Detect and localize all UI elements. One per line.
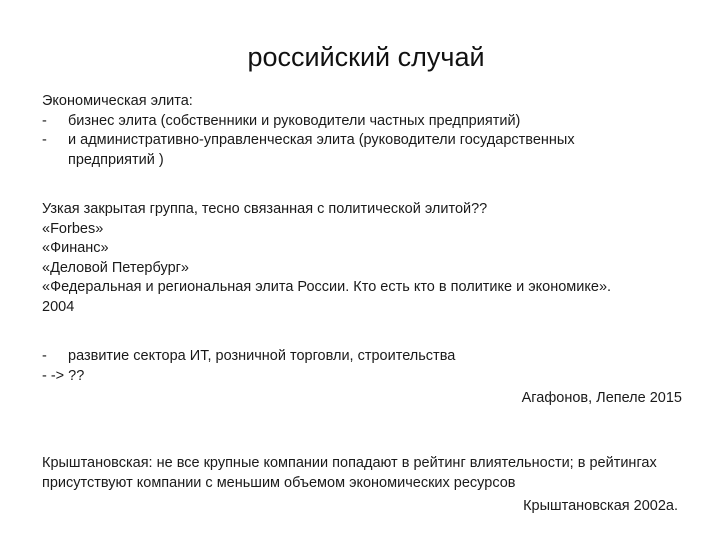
list-item-it-sector bbox=[42, 347, 682, 367]
list-item-administrative-elite bbox=[42, 131, 682, 170]
list-item-business-elite bbox=[42, 112, 682, 132]
closed-group-line: Узкая закрытая группа, тесно связанная с политической элитой?? bbox=[42, 201, 488, 217]
source-federal-elite: «Федеральная и региональная элита России. Кто есть кто в политике и экономике». 2004 bbox=[42, 279, 612, 315]
bullet-dash: - bbox=[42, 132, 47, 148]
source-delovoy-peterburg: «Деловой Петербург» bbox=[42, 259, 189, 276]
bullet-dash: - bbox=[42, 348, 47, 364]
citation-agafonov: Агафонов, Лепеле 2015 bbox=[521, 390, 682, 406]
list-item-text: бизнес элита (собственники и руководители частных предприятий) bbox=[68, 112, 521, 129]
source-finans: «Финанс» bbox=[42, 240, 109, 256]
kryshtanovskaya-block bbox=[42, 454, 682, 517]
kryshtanovskaya-text: Крыштановская: не все крупные компании попадают в рейтинг влиятельности; в рейтингах присутствуют компании с меньшим объемом экономических ресурсов bbox=[42, 455, 657, 491]
development-block bbox=[42, 347, 682, 409]
economic-elite-heading: Экономическая элита: bbox=[42, 93, 193, 109]
bullet-dash: - bbox=[42, 112, 47, 129]
citation-kryshtanovskaya: Крыштановская 2002а. bbox=[523, 498, 678, 514]
slide-title: российский случай bbox=[247, 42, 485, 72]
arrow-line: - -> ?? bbox=[42, 367, 85, 384]
economic-elite-block bbox=[42, 92, 682, 170]
list-item-text: развитие сектора ИТ, розничной торговли, строительства bbox=[68, 348, 456, 364]
list-item-text: и административно-управленческая элита (руководители государственных предприятий ) bbox=[68, 132, 575, 168]
source-forbes: «Forbes» bbox=[42, 220, 104, 237]
closed-group-block bbox=[42, 200, 682, 317]
